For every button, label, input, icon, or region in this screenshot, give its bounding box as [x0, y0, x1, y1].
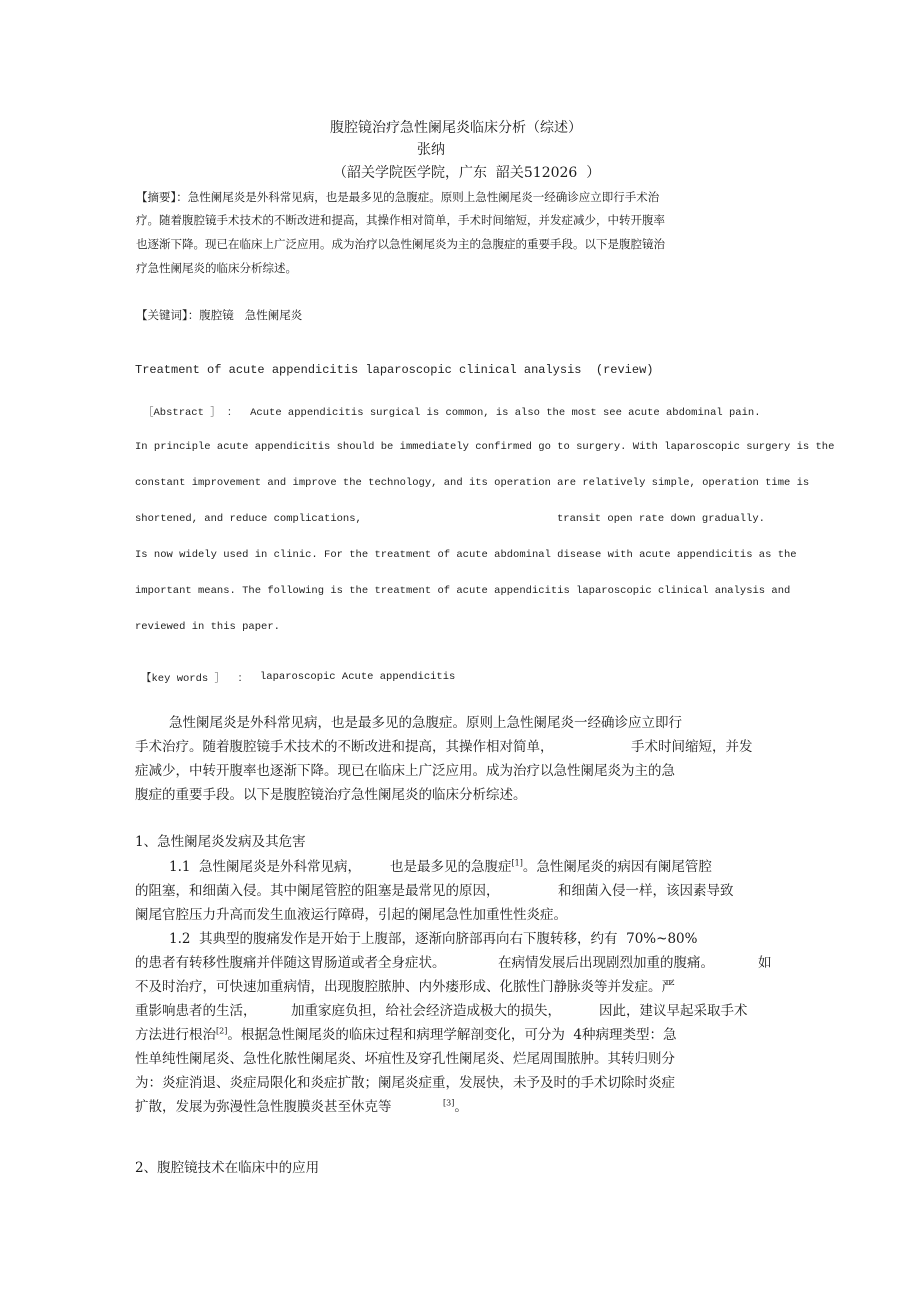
text-span: 也是最多见的急腹症 [390, 859, 512, 875]
text-span [390, 855, 712, 875]
abstract-cn-line: 【摘要】：急性阑尾炎是外科常见病，也是最多见的急腹症。原则上急性阑尾炎一经确诊应立即行手术治 [136, 190, 660, 204]
text-span: 在病情发展后出现剧烈加重的腹痛。 [498, 955, 714, 971]
paper-title: 腹腔镜治疗急性阑尾炎临床分析（综述） [330, 120, 582, 136]
abstract-en-line: constant improvement and improve the technology, and its operation are relatively simple, operation time is [135, 477, 810, 489]
intro-line: 腹症的重要手段。以下是腹腔镜治疗急性阑尾炎的临床分析综述。 [135, 787, 527, 803]
citation-ref: [3] [443, 1098, 455, 1108]
text-span: 因此，建议早起采取手术 [599, 1003, 748, 1019]
text-span: 的患者有转移性腹痛并伴随这胃肠道或者全身症状。 [135, 955, 446, 971]
abstract-cn-line: 疗。随着腹腔镜手术技术的不断改进和提高，其操作相对简单，手术时间缩短，并发症减少，中转开腹率 [136, 213, 665, 227]
text-span: 1.2 其典型的腹痛发作是开始于上腹部，逐渐向脐部再向右下腹转移，约有 70%~80% [169, 931, 698, 947]
section-2-heading: 2、腹腔镜技术在临床中的应用 [135, 1160, 320, 1176]
keywords-cn: 【关键词】：腹腔镜 急性阑尾炎 [136, 308, 303, 322]
abstract-cn-line: 也逐渐下降。现已在临床上广泛应用。成为治疗以急性阑尾炎为主的急腹症的重要手段。以下是腹腔镜治 [136, 237, 665, 251]
abstract-en-line: reviewed in this paper. [135, 621, 280, 633]
text-span [443, 1095, 468, 1115]
text-span: 如 [758, 955, 772, 971]
text-span: 和细菌入侵一样，该因素导致 [558, 883, 734, 899]
abstract-cn-line: 疗急性阑尾炎的临床分析综述。 [136, 261, 297, 275]
text-span: 不及时治疗，可快速加重病情，出现腹腔脓肿、内外瘘形成、化脓性门静脉炎等并发症。严 [135, 979, 675, 995]
text-span: 的阻塞，和细菌入侵。其中阑尾管腔的阻塞是最常见的原因， [135, 883, 500, 899]
citation-ref: [2] [216, 1026, 228, 1036]
abstract-en-line: important means. The following is the treatment of acute appendicitis laparoscopic clinical analysis and [135, 585, 791, 597]
intro-line: 手术治疗。随着腹腔镜手术技术的不断改进和提高，其操作相对简单， [135, 739, 554, 755]
text-span: 。根据急性阑尾炎的临床过程和病理学解剖变化，可分为 4种病理类型：急 [227, 1027, 677, 1043]
keywords-en: laparoscopic Acute appendicitis [260, 671, 456, 683]
abstract-en-line: shortened, and reduce complications, [135, 513, 362, 525]
text-span: 性单纯性阑尾炎、急性化脓性阑尾炎、坏疽性及穿孔性阑尾炎、烂尾周围脓肿。其转归则分 [135, 1051, 675, 1067]
text-span [135, 1023, 677, 1043]
text-span: 方法进行根治 [135, 1027, 216, 1043]
text-span: 。急性阑尾炎的病因有阑尾管腔 [522, 859, 712, 875]
intro-line: 症减少，中转开腹率也逐渐下降。现已在临床上广泛应用。成为治疗以急性阑尾炎为主的急 [135, 763, 675, 779]
abstract-en-line: In principle acute appendicitis should be immediately confirmed go to surgery. With laparoscopic surgery is the [135, 441, 835, 453]
intro-line: 急性阑尾炎是外科常见病，也是最多见的急腹症。原则上急性阑尾炎一经确诊应立即行 [169, 715, 682, 731]
author-name: 张纳 [417, 142, 445, 158]
text-span: 为：炎症消退、炎症局限化和炎症扩散；阑尾炎症重，发展快，未予及时的手术切除时炎症 [135, 1075, 675, 1091]
text-span: 扩散，发展为弥漫性急性腹膜炎甚至休克等 [135, 1099, 392, 1115]
section-1-heading: 1、急性阑尾炎发病及其危害 [135, 834, 306, 850]
text-span: 加重家庭负担，给社会经济造成极大的损失， [291, 1003, 561, 1019]
abstract-en-line: transit open rate down gradually. [557, 513, 765, 525]
text-span: 1.1 急性阑尾炎是外科常见病， [169, 859, 362, 875]
abstract-en-line: Is now widely used in clinic. For the treatment of acute abdominal disease with acute appendicitis as the [135, 549, 797, 561]
english-title: Treatment of acute appendicitis laparoscopic clinical analysis (review) [135, 363, 654, 377]
author-affiliation: （韶关学院医学院，广东 韶关512026 ） [333, 165, 601, 181]
text-span: 阑尾官腔压力升高而发生血液运行障碍，引起的阑尾急性加重性性炎症。 [135, 907, 567, 923]
keywords-en-label: 【key words ］ ： [141, 673, 249, 685]
text-span: 重影响患者的生活， [135, 1003, 257, 1019]
abstract-en-line: ［Abstract ］ ： Acute appendicitis surgical is common, is also the most see acute abdominal pain. [143, 407, 761, 419]
intro-line: 手术时间缩短，并发 [631, 739, 753, 755]
citation-ref: [1] [511, 858, 523, 868]
text-span: 。 [454, 1099, 468, 1115]
